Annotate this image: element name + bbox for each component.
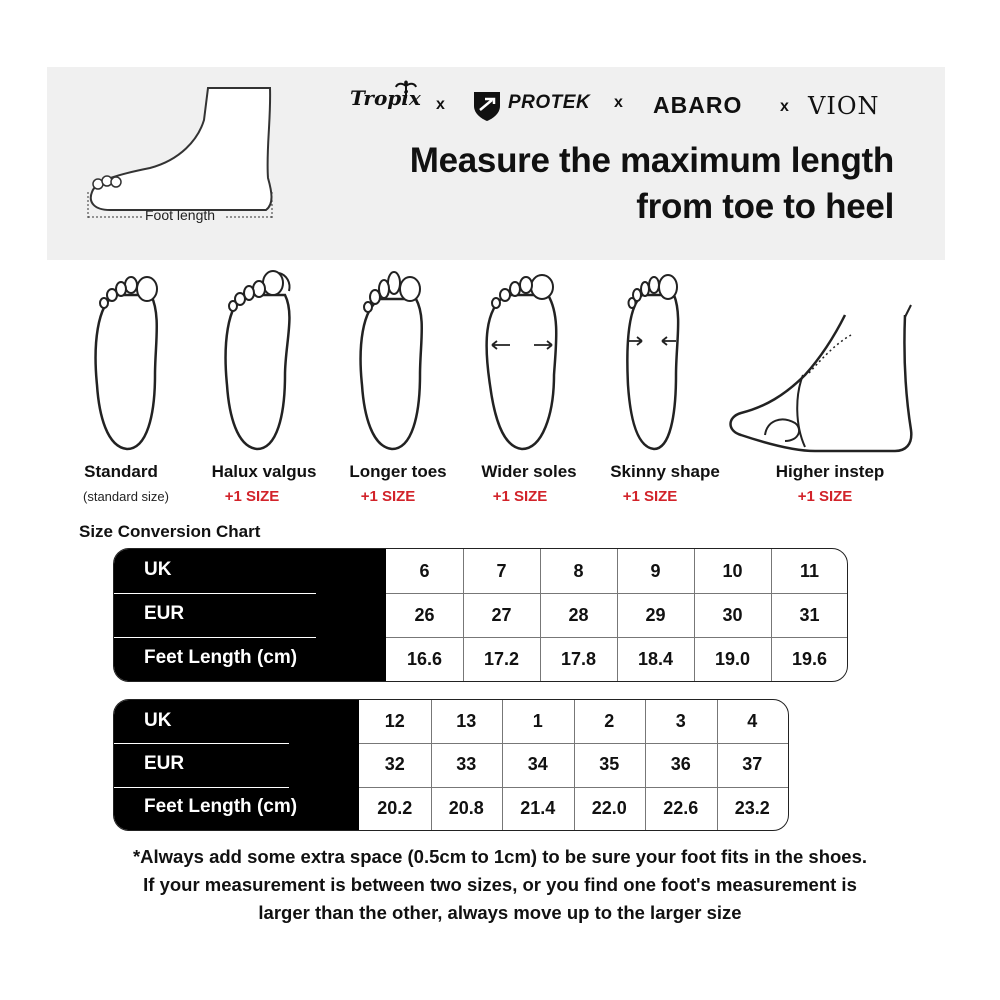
foot-instep-icon (725, 265, 920, 455)
footnote-line: *Always add some extra space (0.5cm to 1cm) to be sure your foot fits in the shoes. (132, 846, 868, 867)
brand-abaro: ABARO (653, 92, 743, 118)
column-divider (694, 549, 695, 681)
table-header-column (114, 549, 386, 681)
row-divider (114, 743, 289, 744)
foot-sole-icon (85, 265, 170, 455)
row-divider (114, 787, 289, 788)
brand-separator: x (436, 96, 445, 113)
foot-type-sub: +1 SIZE (224, 488, 280, 505)
table-cell: 21.4 (520, 797, 556, 818)
palm-tree-icon (395, 80, 417, 98)
column-divider (717, 700, 718, 830)
table-row-label: EUR (144, 603, 185, 624)
table-cell: 7 (496, 560, 507, 581)
table-cell: 37 (742, 754, 763, 775)
table-cell: 17.2 (483, 648, 520, 669)
table-cell: 1 (532, 711, 543, 732)
table-cell: 6 (419, 560, 430, 581)
foot-type-label: Halux valgus (211, 462, 317, 481)
table-cell: 16.6 (406, 648, 443, 669)
column-divider (574, 700, 575, 830)
table-header-column (114, 700, 359, 830)
table-cell: 26 (414, 604, 435, 625)
table-cell: 18.4 (637, 648, 674, 669)
foot-sole-icon (480, 265, 565, 455)
table-cell: 36 (670, 754, 691, 775)
table-cell: 23.2 (734, 797, 770, 818)
table-cell: 11 (799, 560, 820, 581)
table-cell: 31 (799, 604, 820, 625)
column-divider (463, 549, 464, 681)
table-cell: 19.0 (714, 648, 751, 669)
table-cell: 17.8 (560, 648, 597, 669)
foot-sole-icon (350, 265, 435, 455)
foot-type-sub: +1 SIZE (622, 488, 678, 505)
table-row-label: Feet Length (cm) (144, 647, 298, 668)
table-row-label: EUR (144, 752, 185, 774)
table-cell: 8 (573, 560, 584, 581)
brand-row (340, 80, 900, 130)
foot-length-label: Foot length (145, 207, 216, 223)
table-cell: 22.6 (663, 797, 699, 818)
table-cell: 13 (456, 711, 477, 732)
foot-type-label: Longer toes (349, 462, 447, 481)
brand-protek: PROTEK (508, 92, 591, 113)
headline-line1: Measure the maximum length (409, 141, 894, 180)
foot-type-label: Higher instep (775, 462, 885, 481)
size-table-2 (113, 699, 789, 831)
foot-type-sub: +1 SIZE (360, 488, 416, 505)
column-divider (431, 700, 432, 830)
table-cell: 9 (650, 560, 661, 581)
foot-type-sub: (standard size) (83, 489, 169, 504)
brand-separator: x (780, 98, 789, 115)
size-chart-title: Size Conversion Chart (79, 522, 261, 541)
table-cell: 10 (722, 560, 743, 581)
column-divider (502, 700, 503, 830)
column-divider (771, 549, 772, 681)
table-cell: 3 (675, 711, 686, 732)
table-cell: 33 (456, 754, 477, 775)
column-divider (617, 549, 618, 681)
foot-type-label: Wider soles (481, 462, 577, 481)
footnote-line: larger than the other, always move up to the larger size (258, 902, 742, 923)
headline-line2: from toe to heel (636, 187, 894, 226)
table-cell: 22.0 (591, 797, 627, 818)
foot-type-sub: +1 SIZE (492, 488, 548, 505)
footnote-line: If your measurement is between two sizes, or you find one foot's measurement is (143, 874, 857, 895)
foot-type-label: Standard (84, 462, 158, 481)
table-row-label: UK (144, 559, 172, 580)
table-cell: 2 (604, 711, 615, 732)
table-cell: 27 (491, 604, 512, 625)
table-row-label: Feet Length (cm) (144, 796, 298, 818)
table-cell: 19.6 (791, 648, 828, 669)
table-row-label: UK (144, 709, 172, 731)
foot-sole-icon (215, 265, 300, 455)
table-cell: 34 (527, 754, 548, 775)
helmet-icon (470, 88, 504, 122)
foot-type-label: Skinny shape (610, 462, 720, 481)
table-cell: 28 (568, 604, 589, 625)
column-divider (540, 549, 541, 681)
size-table-1 (113, 548, 848, 682)
table-cell: 20.2 (377, 797, 413, 818)
brand-separator: x (614, 94, 623, 111)
row-divider (114, 637, 316, 638)
column-divider (645, 700, 646, 830)
brand-vion: VION (808, 92, 880, 120)
table-cell: 32 (384, 754, 405, 775)
foot-type-sub: +1 SIZE (797, 488, 853, 505)
row-divider (114, 593, 316, 594)
table-cell: 35 (599, 754, 620, 775)
headline (410, 138, 894, 230)
brand-tropix: Tropix (350, 86, 421, 110)
foot-sole-icon (610, 265, 695, 455)
table-cell: 29 (645, 604, 666, 625)
table-cell: 12 (384, 711, 405, 732)
table-cell: 4 (747, 711, 758, 732)
footnote (20, 843, 980, 927)
table-cell: 30 (722, 604, 743, 625)
table-cell: 20.8 (448, 797, 484, 818)
